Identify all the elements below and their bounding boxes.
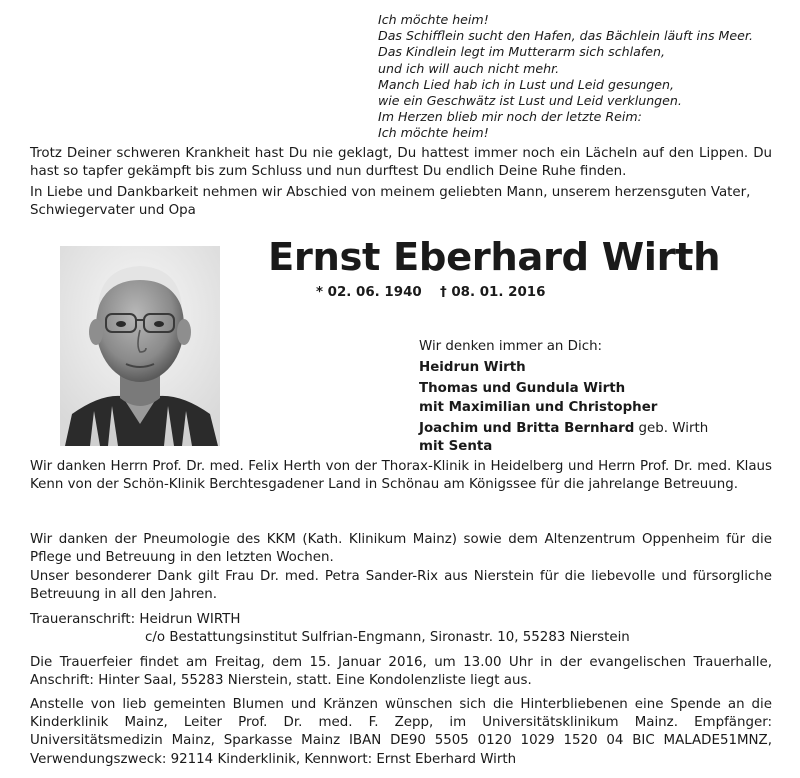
birth-date: * 02. 06. 1940 [316,285,422,300]
poem-line: Das Schifflein sucht den Hafen, das Bächlein läuft ins Meer. [378,28,753,44]
thanks-paragraph-2: Wir danken der Pneumologie des KKM (Kath. Klinikum Mainz) sowie dem Altenzentrum Oppenheim für die Pflege und Betreuung in den letzten Wochen. [30,532,772,566]
family-member-name: Joachim und Britta Bernhard [419,420,635,436]
family-intro: Wir denken immer an Dich: [419,339,603,354]
thanks-paragraph-1: Wir danken Herrn Prof. Dr. med. Felix Herth von der Thorax-Klinik in Heidelberg und Herrn Prof. Dr. med. Klaus Kenn von der Schön-Klinik Berchtesgadener Land in Schönau am Königssee für die jahrelange Betreuung. [30,459,772,493]
family-member-children: mit Senta [419,439,493,455]
deceased-name: Ernst Eberhard Wirth [268,235,721,280]
mourning-address [30,611,630,647]
intro-paragraph: Trotz Deiner schweren Krankheit hast Du nie geklagt, Du hattest immer noch ein Lächeln auf den Lippen. Du hast so tapfer gekämpft bis zum Schluss und nun durftest Du endlich Deine Ruhe finden. [30,146,772,180]
family-member [419,420,708,438]
poem-line: und ich will auch nicht mehr. [378,60,560,76]
poem-line: wie ein Geschwätz ist Lust und Leid verklungen. [378,93,682,109]
portrait-photo [60,246,220,446]
family-member: Thomas und Gundula Wirth [419,381,626,397]
address-line-1: Traueranschrift: Heidrun WIRTH [30,612,241,627]
poem-line: Ich möchte heim! [378,125,489,141]
poem-line: Das Kindlein legt im Mutterarm sich schlafen, [378,44,666,60]
poem [378,12,788,142]
poem-line: Manch Lied hab ich in Lust und Leid gesungen, [378,76,675,92]
family-list [419,338,708,456]
ceremony-paragraph: Die Trauerfeier findet am Freitag, dem 15. Januar 2016, um 13.00 Uhr in der evangelischen Trauerhalle, Anschrift: Hinter Saal, 55283 Nierstein, statt. Eine Kondolenzliste liegt aus. [30,655,772,689]
farewell-paragraph: In Liebe und Dankbarkeit nehmen wir Abschied von meinem geliebten Mann, unserem herzensguten Vater, Schwiegervater und Opa [30,185,751,219]
address-line-2: c/o Bestattungsinstitut Sulfrian-Engmann, Sironastr. 10, 55283 Nierstein [145,630,630,646]
donation-paragraph: Anstelle von lieb gemeinten Blumen und Kränzen wünschen sich die Hinterbliebenen eine Spende an die Kinderklinik Mainz, Leiter Prof. Dr. med. F. Zepp, im Universitätsklinikum Mainz. Empfänger: Universitätsmedizin Mainz, Sparkasse Mainz IBAN DE90 5505 0120 1029 1520 04 BIC MALADE51MNZ, Verwendungszweck: 92114 Kinderklinik, Kennwort: Ernst Eberhard Wirth [30,697,772,767]
family-member-children: mit Maximilian und Christopher [419,399,658,415]
thanks-paragraph-3: Unser besonderer Dank gilt Frau Dr. med. Petra Sander-Rix aus Nierstein für die liebevolle und fürsorgliche Betreuung in all den Jahren. [30,569,772,603]
family-member-maiden: geb. Wirth [634,420,709,436]
family-member: Heidrun Wirth [419,360,526,376]
death-date: † 08. 01. 2016 [440,285,546,300]
poem-line: Im Herzen blieb mir noch der letzte Reim: [378,109,642,125]
poem-line: Ich möchte heim! [378,12,489,27]
